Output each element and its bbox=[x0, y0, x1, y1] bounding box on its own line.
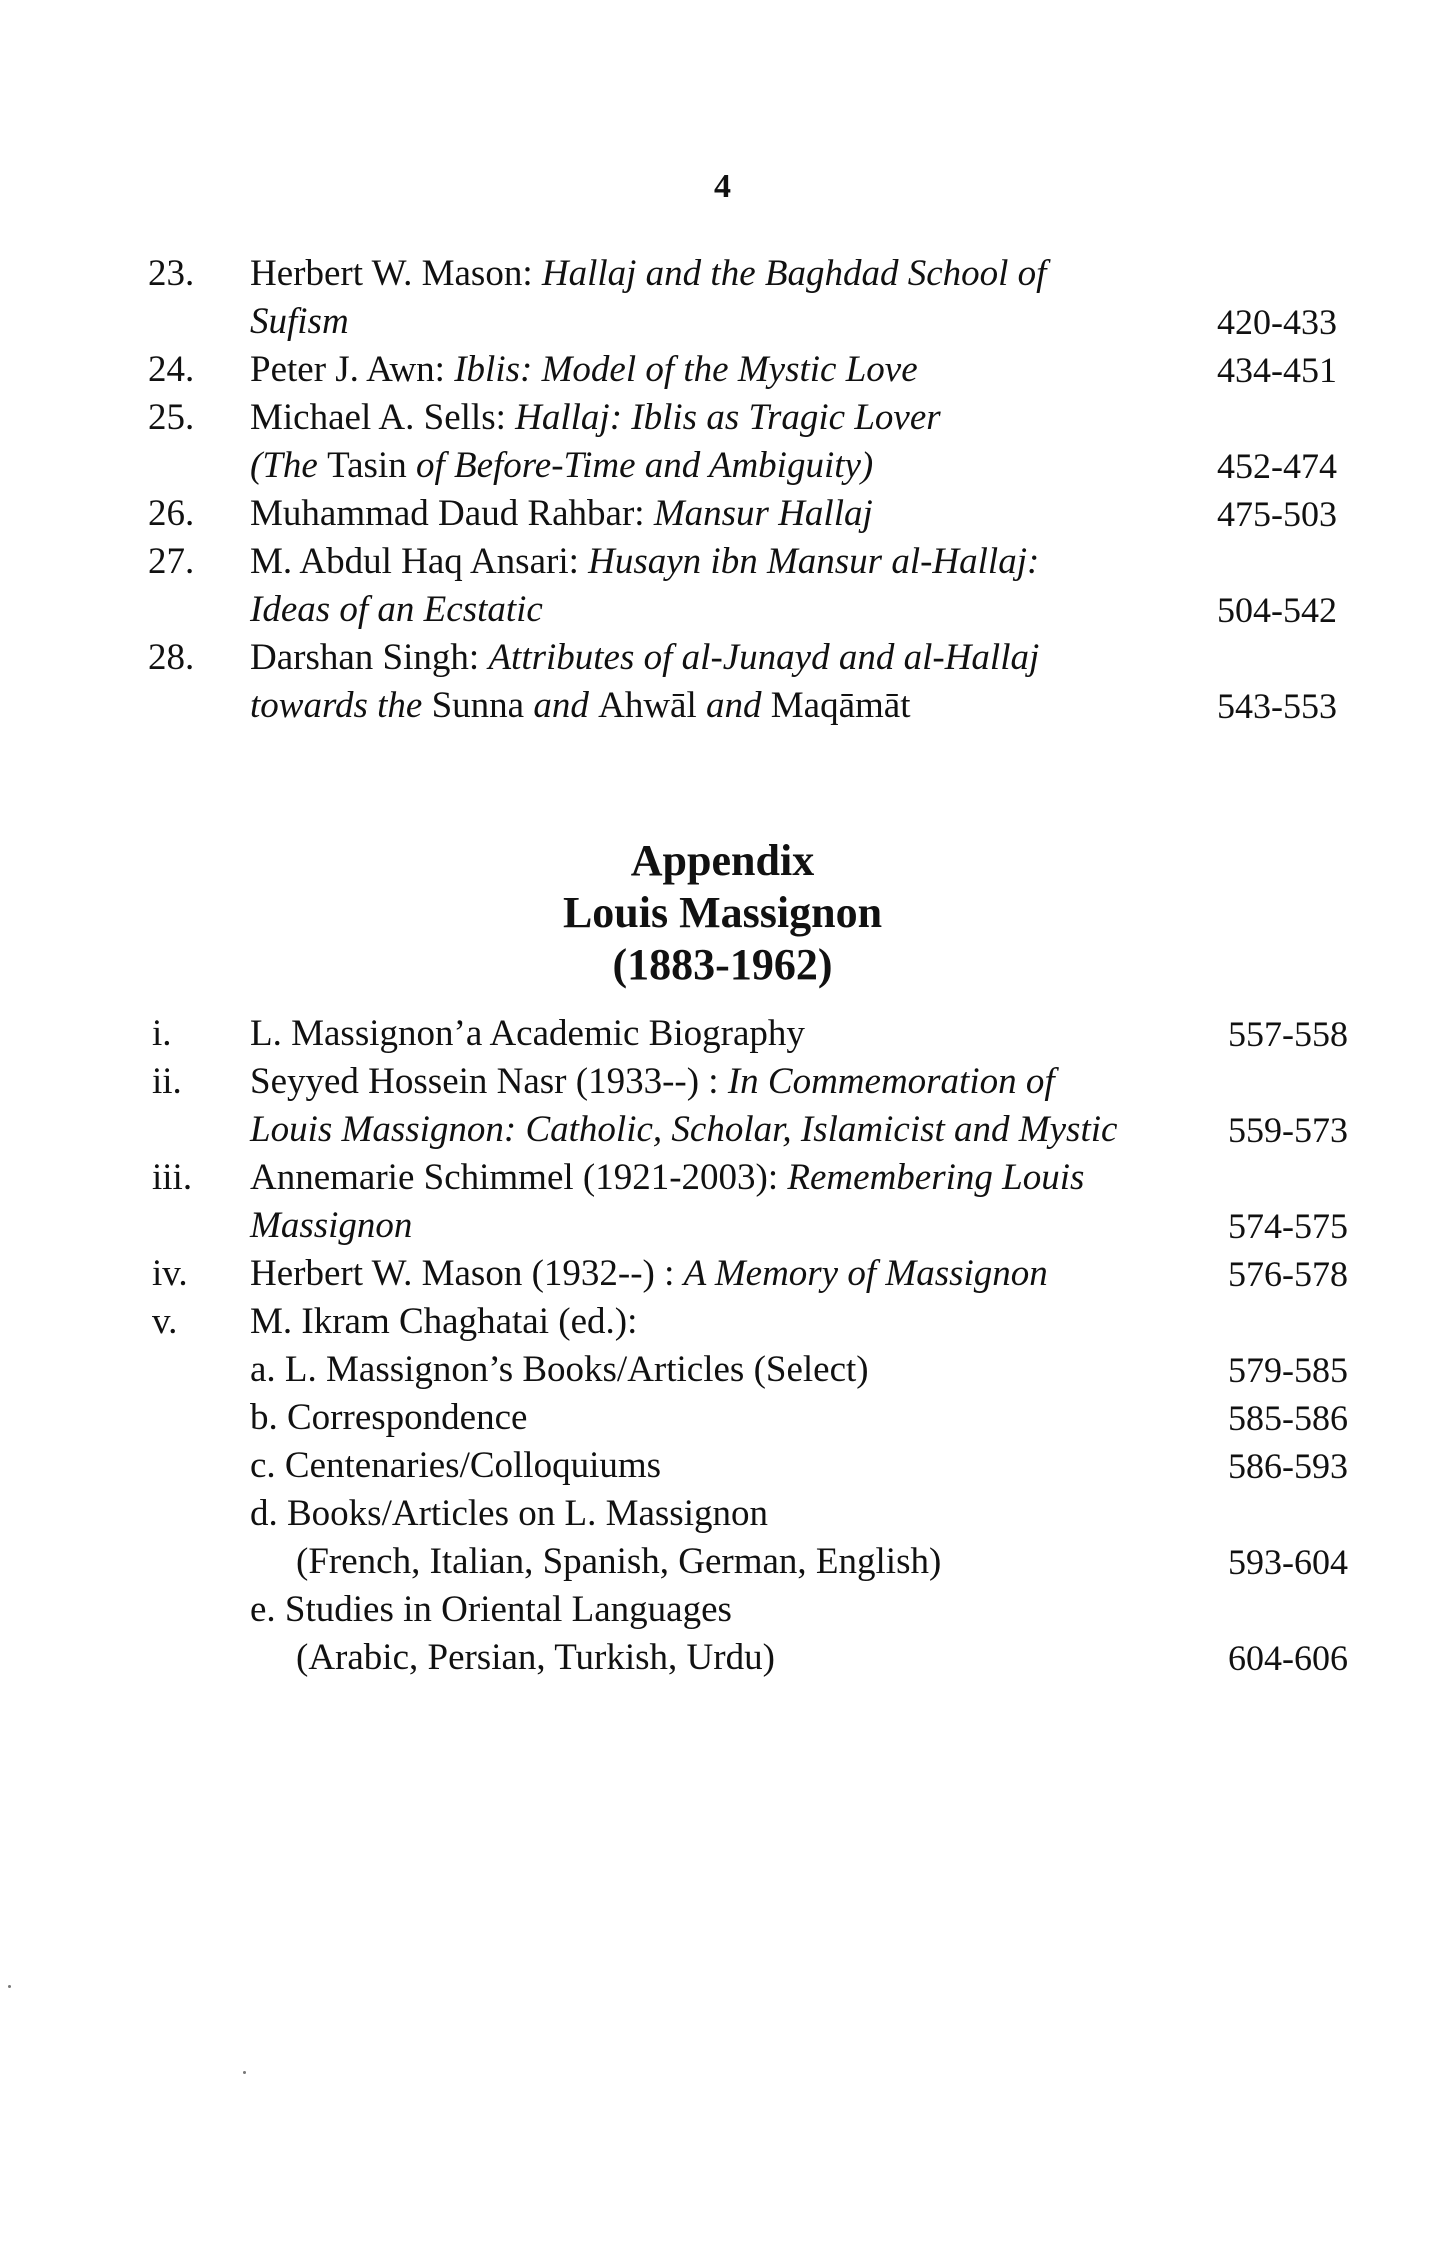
italic-text: Remembering Louis bbox=[787, 1157, 1085, 1198]
page-range: 574-575 bbox=[1228, 1206, 1348, 1246]
entry-title-line bbox=[250, 1346, 1150, 1394]
italic-text: Hallaj: Iblis as Tragic Lover bbox=[515, 397, 941, 438]
entry-title bbox=[250, 490, 1150, 538]
italic-text: Louis Massignon: Catholic, Scholar, Islamicist and Mystic bbox=[250, 1109, 1118, 1150]
entry-number: ii. bbox=[152, 1061, 182, 1102]
page-number: 4 bbox=[714, 168, 731, 205]
page-range: 452-474 bbox=[1217, 446, 1337, 486]
toc-entry bbox=[0, 394, 1445, 490]
roman-text: Michael A. Sells: bbox=[250, 397, 516, 438]
italic-text: In Commemoration of bbox=[727, 1061, 1055, 1102]
toc-entry bbox=[0, 1346, 1445, 1394]
page-range: 434-451 bbox=[1217, 350, 1337, 390]
entry-number: iv. bbox=[152, 1253, 188, 1294]
toc-entry bbox=[0, 250, 1445, 346]
toc-entry bbox=[0, 538, 1445, 634]
roman-text: Ahwāl bbox=[598, 685, 706, 726]
entry-title-line bbox=[250, 1010, 1150, 1058]
entry-number: i. bbox=[152, 1013, 172, 1054]
appendix-contents-list bbox=[0, 1010, 1445, 1682]
entry-title-line bbox=[250, 1298, 1150, 1346]
entry-title-line bbox=[250, 1442, 1150, 1490]
roman-text: Maqāmāt bbox=[770, 685, 911, 726]
entry-number: 24. bbox=[148, 349, 195, 390]
roman-text: d. Books/Articles on L. Massignon bbox=[250, 1493, 768, 1534]
entry-title bbox=[250, 1250, 1150, 1298]
toc-entry bbox=[0, 1298, 1445, 1346]
entry-title bbox=[250, 346, 1150, 394]
page-range: 504-542 bbox=[1217, 590, 1337, 630]
entry-title-line bbox=[250, 250, 1150, 298]
toc-entry bbox=[0, 1586, 1445, 1682]
scan-speck bbox=[243, 2071, 246, 2074]
toc-entry bbox=[0, 1394, 1445, 1442]
roman-text: (French, Italian, Spanish, German, English) bbox=[296, 1541, 942, 1582]
italic-text: Attributes of al-Junayd and al-Hallaj bbox=[488, 637, 1040, 678]
entry-title-line bbox=[250, 1538, 1150, 1586]
page-range: 557-558 bbox=[1228, 1014, 1348, 1054]
roman-text: M. Abdul Haq Ansari: bbox=[250, 541, 589, 582]
entry-title bbox=[250, 1490, 1150, 1586]
page-range: 420-433 bbox=[1217, 302, 1337, 342]
appendix-dates: (1883-1962) bbox=[612, 940, 833, 989]
italic-text: A Memory of Massignon bbox=[683, 1253, 1048, 1294]
entry-title-line bbox=[250, 1586, 1150, 1634]
italic-text: and bbox=[533, 685, 599, 726]
toc-entry bbox=[0, 346, 1445, 394]
entry-number: 28. bbox=[148, 637, 195, 678]
entry-title-line bbox=[250, 394, 1150, 442]
italic-text: Mansur Hallaj bbox=[653, 493, 873, 534]
scan-speck bbox=[8, 1985, 11, 1988]
roman-text: Peter J. Awn: bbox=[250, 349, 455, 390]
italic-text: towards the bbox=[250, 685, 432, 726]
entry-title-line bbox=[250, 1250, 1150, 1298]
entry-title-line bbox=[250, 1058, 1150, 1106]
italic-text: Massignon bbox=[250, 1205, 413, 1246]
toc-entry bbox=[0, 1154, 1445, 1250]
entry-number: 25. bbox=[148, 397, 195, 438]
entry-title bbox=[250, 538, 1150, 634]
entry-title bbox=[250, 1586, 1150, 1682]
entry-title bbox=[250, 250, 1150, 346]
roman-text: Darshan Singh: bbox=[250, 637, 489, 678]
entry-number: v. bbox=[152, 1301, 178, 1342]
roman-text: Herbert W. Mason (1932--) : bbox=[250, 1253, 684, 1294]
toc-entry bbox=[0, 1442, 1445, 1490]
page-range: 475-503 bbox=[1217, 494, 1337, 534]
entry-title-line bbox=[250, 490, 1150, 538]
entry-title-line bbox=[250, 1634, 1150, 1682]
italic-text: Iblis: Model of the Mystic Love bbox=[454, 349, 918, 390]
entry-title bbox=[250, 1394, 1150, 1442]
page-range: 604-606 bbox=[1228, 1638, 1348, 1678]
entry-title-line bbox=[250, 682, 1150, 730]
entry-title-line bbox=[250, 1154, 1150, 1202]
appendix-heading bbox=[0, 835, 1445, 991]
toc-entry bbox=[0, 1490, 1445, 1586]
entry-number: 23. bbox=[148, 253, 195, 294]
entry-title-line bbox=[250, 442, 1150, 490]
page-range: 585-586 bbox=[1228, 1398, 1348, 1438]
entry-title-line bbox=[250, 346, 1150, 394]
roman-text: c. Centenaries/Colloquiums bbox=[250, 1445, 662, 1486]
appendix-title: Appendix bbox=[630, 836, 815, 885]
entry-title bbox=[250, 1442, 1150, 1490]
entry-title-line bbox=[250, 538, 1150, 586]
contents-list bbox=[0, 250, 1445, 730]
entry-title-line bbox=[250, 1106, 1150, 1154]
entry-number: 27. bbox=[148, 541, 195, 582]
entry-title-line bbox=[250, 1490, 1150, 1538]
entry-title bbox=[250, 1346, 1150, 1394]
page-range: 593-604 bbox=[1228, 1542, 1348, 1582]
roman-text: e. Studies in Oriental Languages bbox=[250, 1589, 732, 1630]
roman-text: Annemarie Schimmel (1921-2003): bbox=[250, 1157, 788, 1198]
roman-text: (Arabic, Persian, Turkish, Urdu) bbox=[296, 1637, 775, 1678]
roman-text: Herbert W. Mason: bbox=[250, 253, 542, 294]
roman-text: Seyyed Hossein Nasr (1933--) : bbox=[250, 1061, 728, 1102]
toc-entry bbox=[0, 1250, 1445, 1298]
page-range: 543-553 bbox=[1217, 686, 1337, 726]
entry-title bbox=[250, 634, 1150, 730]
appendix-subject: Louis Massignon bbox=[562, 888, 883, 937]
toc-entry bbox=[0, 1010, 1445, 1058]
roman-text: b. Correspondence bbox=[250, 1397, 528, 1438]
roman-text: L. Massignon’a Academic Biography bbox=[250, 1013, 805, 1054]
italic-text: Hallaj and the Baghdad School of bbox=[541, 253, 1047, 294]
roman-text: a. L. Massignon’s Books/Articles (Select) bbox=[250, 1349, 869, 1390]
roman-text: M. Ikram Chaghatai (ed.): bbox=[250, 1301, 638, 1342]
entry-number: 26. bbox=[148, 493, 195, 534]
italic-text: of Before-Time and Ambiguity) bbox=[415, 445, 874, 486]
entry-title bbox=[250, 1154, 1150, 1250]
entry-title bbox=[250, 1058, 1150, 1154]
page-range: 559-573 bbox=[1228, 1110, 1348, 1150]
entry-number: iii. bbox=[152, 1157, 193, 1198]
roman-text: Sunna bbox=[431, 685, 534, 726]
roman-text: Muhammad Daud Rahbar: bbox=[250, 493, 654, 534]
page-range: 576-578 bbox=[1228, 1254, 1348, 1294]
entry-title bbox=[250, 1010, 1150, 1058]
entry-title-line bbox=[250, 634, 1150, 682]
entry-title bbox=[250, 394, 1150, 490]
entry-title bbox=[250, 1298, 1150, 1346]
italic-text: Ideas of an Ecstatic bbox=[250, 589, 543, 630]
entry-title-line bbox=[250, 586, 1150, 634]
toc-entry bbox=[0, 634, 1445, 730]
page-range: 579-585 bbox=[1228, 1350, 1348, 1390]
italic-text: (The bbox=[250, 445, 328, 486]
entry-title-line bbox=[250, 1202, 1150, 1250]
page-range: 586-593 bbox=[1228, 1446, 1348, 1486]
roman-text: Tasin bbox=[327, 445, 416, 486]
entry-title-line bbox=[250, 1394, 1150, 1442]
toc-entry bbox=[0, 1058, 1445, 1154]
toc-entry bbox=[0, 490, 1445, 538]
italic-text: Sufism bbox=[250, 301, 349, 342]
italic-text: and bbox=[706, 685, 771, 726]
italic-text: Husayn ibn Mansur al-Hallaj: bbox=[588, 541, 1040, 582]
entry-title-line bbox=[250, 298, 1150, 346]
